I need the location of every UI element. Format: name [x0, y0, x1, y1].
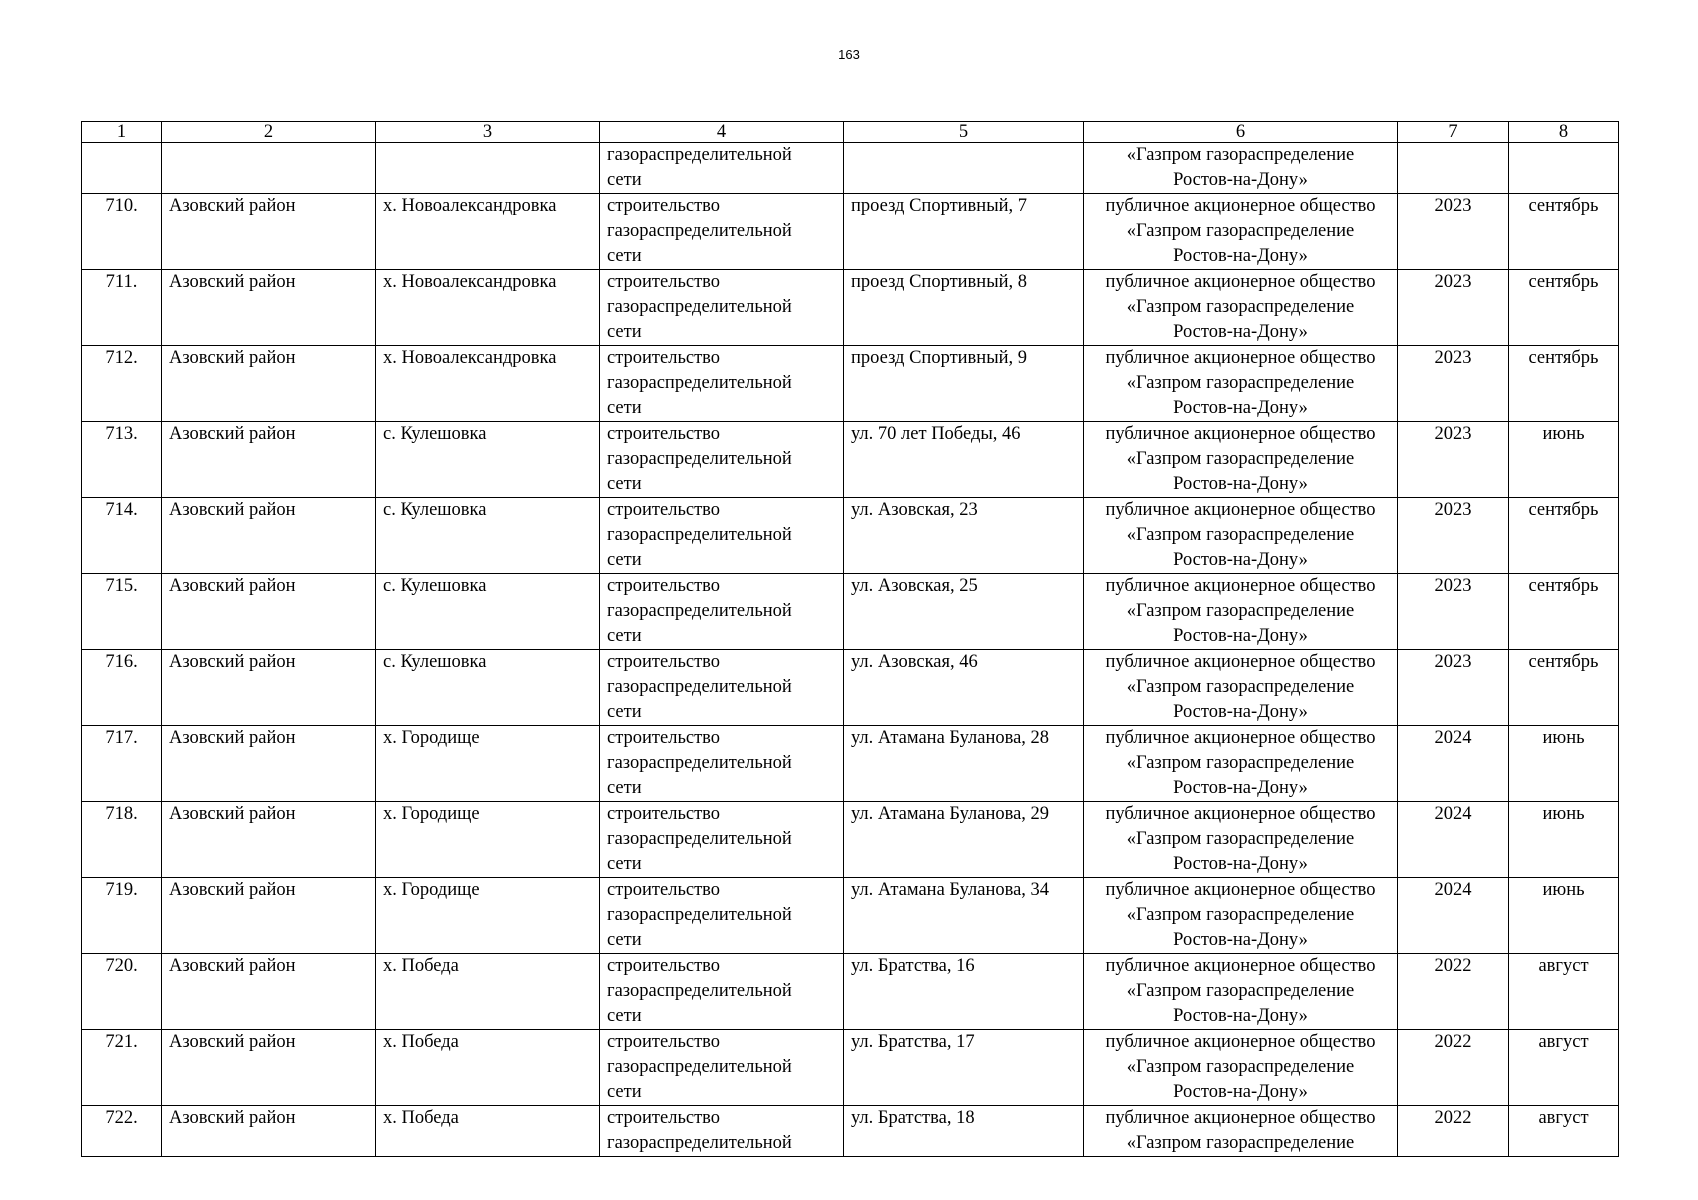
cell-settlement: х. Городище — [376, 726, 600, 802]
table-row — [82, 650, 1619, 726]
cell-month: сентябрь — [1509, 270, 1619, 346]
cell-month: июнь — [1509, 878, 1619, 954]
column-header: 5 — [844, 122, 1084, 143]
cell-address: ул. Азовская, 23 — [844, 498, 1084, 574]
cell-num: 722. — [82, 1106, 162, 1157]
cell-year: 2024 — [1398, 726, 1509, 802]
cell-year: 2024 — [1398, 802, 1509, 878]
cell-month: июнь — [1509, 726, 1619, 802]
cell-org: публичное акционерное общество «Газпром газораспределение Ростов-на-Дону» — [1084, 346, 1398, 422]
cell-month: июнь — [1509, 802, 1619, 878]
cell-num: 717. — [82, 726, 162, 802]
cell-year: 2023 — [1398, 270, 1509, 346]
cell-month: сентябрь — [1509, 346, 1619, 422]
cell-district: Азовский район — [162, 346, 376, 422]
cell-year — [1398, 143, 1509, 194]
cell-org: публичное акционерное общество «Газпром газораспределение Ростов-на-Дону» — [1084, 194, 1398, 270]
cell-num: 718. — [82, 802, 162, 878]
table-row — [82, 1030, 1619, 1106]
column-header: 2 — [162, 122, 376, 143]
continuation-row — [82, 143, 1619, 194]
cell-org: публичное акционерное общество «Газпром газораспределение Ростов-на-Дону» — [1084, 574, 1398, 650]
cell-settlement: с. Кулешовка — [376, 422, 600, 498]
cell-org: публичное акционерное общество «Газпром газораспределение Ростов-на-Дону» — [1084, 954, 1398, 1030]
cell-district: Азовский район — [162, 194, 376, 270]
cell-org: публичное акционерное общество «Газпром газораспределение Ростов-на-Дону» — [1084, 878, 1398, 954]
table-row — [82, 422, 1619, 498]
column-header: 7 — [1398, 122, 1509, 143]
cell-year: 2022 — [1398, 954, 1509, 1030]
cell-year: 2022 — [1398, 1106, 1509, 1157]
cell-settlement: х. Новоалександровка — [376, 346, 600, 422]
cell-num: 721. — [82, 1030, 162, 1106]
cell-org: публичное акционерное общество «Газпром газораспределение Ростов-на-Дону» — [1084, 498, 1398, 574]
cell-address: проезд Спортивный, 8 — [844, 270, 1084, 346]
cell-month: сентябрь — [1509, 194, 1619, 270]
cell-work: строительство газораспределительной сети — [600, 498, 844, 574]
table-row — [82, 802, 1619, 878]
cell-district: Азовский район — [162, 878, 376, 954]
cell-work: строительство газораспределительной сети — [600, 1030, 844, 1106]
cell-work: строительство газораспределительной сети — [600, 422, 844, 498]
cell-month — [1509, 143, 1619, 194]
cell-org: публичное акционерное общество «Газпром газораспределение Ростов-на-Дону» — [1084, 802, 1398, 878]
cell-address: ул. 70 лет Победы, 46 — [844, 422, 1084, 498]
cell-year: 2022 — [1398, 1030, 1509, 1106]
cell-org: публичное акционерное общество «Газпром газораспределение — [1084, 1106, 1398, 1157]
table-row — [82, 346, 1619, 422]
cell-address: ул. Братства, 18 — [844, 1106, 1084, 1157]
column-header: 8 — [1509, 122, 1619, 143]
cell-year: 2023 — [1398, 422, 1509, 498]
cell-settlement: х. Победа — [376, 954, 600, 1030]
cell-work: строительство газораспределительной сети — [600, 194, 844, 270]
cell-settlement — [376, 143, 600, 194]
cell-num: 714. — [82, 498, 162, 574]
table-row — [82, 726, 1619, 802]
cell-org: публичное акционерное общество «Газпром газораспределение Ростов-на-Дону» — [1084, 1030, 1398, 1106]
cell-year: 2023 — [1398, 650, 1509, 726]
cell-settlement: с. Кулешовка — [376, 574, 600, 650]
cell-work: строительство газораспределительной сети — [600, 574, 844, 650]
column-header: 4 — [600, 122, 844, 143]
cell-org: публичное акционерное общество «Газпром газораспределение Ростов-на-Дону» — [1084, 650, 1398, 726]
cell-month: сентябрь — [1509, 650, 1619, 726]
cell-district: Азовский район — [162, 498, 376, 574]
column-header-row — [82, 122, 1619, 143]
cell-district: Азовский район — [162, 802, 376, 878]
cell-district: Азовский район — [162, 1030, 376, 1106]
cell-settlement: х. Новоалександровка — [376, 270, 600, 346]
cell-settlement: х. Городище — [376, 802, 600, 878]
cell-settlement: х. Победа — [376, 1106, 600, 1157]
cell-num: 710. — [82, 194, 162, 270]
cell-work: строительство газораспределительной сети — [600, 726, 844, 802]
cell-num: 716. — [82, 650, 162, 726]
cell-settlement: с. Кулешовка — [376, 498, 600, 574]
cell-month: август — [1509, 954, 1619, 1030]
cell-address: ул. Атамана Буланова, 29 — [844, 802, 1084, 878]
cell-work: строительство газораспределительной сети — [600, 270, 844, 346]
table-row — [82, 498, 1619, 574]
cell-num: 715. — [82, 574, 162, 650]
cell-year: 2023 — [1398, 346, 1509, 422]
cell-num: 719. — [82, 878, 162, 954]
cell-address — [844, 143, 1084, 194]
column-header: 6 — [1084, 122, 1398, 143]
cell-work: строительство газораспределительной сети — [600, 954, 844, 1030]
cell-num: 720. — [82, 954, 162, 1030]
cell-num: 713. — [82, 422, 162, 498]
cell-address: ул. Атамана Буланова, 34 — [844, 878, 1084, 954]
cell-org: публичное акционерное общество «Газпром газораспределение Ростов-на-Дону» — [1084, 422, 1398, 498]
cell-year: 2023 — [1398, 194, 1509, 270]
cell-work: газораспределительной сети — [600, 143, 844, 194]
table-row — [82, 270, 1619, 346]
cell-address: проезд Спортивный, 9 — [844, 346, 1084, 422]
table-row — [82, 194, 1619, 270]
cell-district: Азовский район — [162, 574, 376, 650]
table-row — [82, 878, 1619, 954]
gasification-table — [81, 121, 1619, 1157]
cell-address: ул. Азовская, 25 — [844, 574, 1084, 650]
cell-work: строительство газораспределительной сети — [600, 878, 844, 954]
cell-year: 2023 — [1398, 574, 1509, 650]
column-header: 1 — [82, 122, 162, 143]
cell-district: Азовский район — [162, 954, 376, 1030]
cell-address: ул. Братства, 16 — [844, 954, 1084, 1030]
cell-org: «Газпром газораспределение Ростов-на-Дону» — [1084, 143, 1398, 194]
cell-month: сентябрь — [1509, 498, 1619, 574]
cell-year: 2023 — [1398, 498, 1509, 574]
cell-month: сентябрь — [1509, 574, 1619, 650]
cell-num: 711. — [82, 270, 162, 346]
cell-org: публичное акционерное общество «Газпром газораспределение Ростов-на-Дону» — [1084, 270, 1398, 346]
cell-work: строительство газораспределительной сети — [600, 802, 844, 878]
cell-address: ул. Братства, 17 — [844, 1030, 1084, 1106]
cell-district — [162, 143, 376, 194]
cell-district: Азовский район — [162, 726, 376, 802]
cell-num: 712. — [82, 346, 162, 422]
table-row — [82, 574, 1619, 650]
cell-district: Азовский район — [162, 1106, 376, 1157]
cell-settlement: х. Городище — [376, 878, 600, 954]
table-row — [82, 954, 1619, 1030]
cell-year: 2024 — [1398, 878, 1509, 954]
page-number: 163 — [838, 47, 860, 62]
cell-org: публичное акционерное общество «Газпром газораспределение Ростов-на-Дону» — [1084, 726, 1398, 802]
cell-work: строительство газораспределительной — [600, 1106, 844, 1157]
table-row — [82, 1106, 1619, 1157]
cell-month: август — [1509, 1106, 1619, 1157]
cell-settlement: х. Победа — [376, 1030, 600, 1106]
cell-address: ул. Атамана Буланова, 28 — [844, 726, 1084, 802]
cell-settlement: с. Кулешовка — [376, 650, 600, 726]
cell-address: ул. Азовская, 46 — [844, 650, 1084, 726]
cell-district: Азовский район — [162, 650, 376, 726]
cell-work: строительство газораспределительной сети — [600, 346, 844, 422]
cell-settlement: х. Новоалександровка — [376, 194, 600, 270]
column-header: 3 — [376, 122, 600, 143]
cell-work: строительство газораспределительной сети — [600, 650, 844, 726]
cell-month: июнь — [1509, 422, 1619, 498]
cell-district: Азовский район — [162, 270, 376, 346]
cell-district: Азовский район — [162, 422, 376, 498]
cell-num — [82, 143, 162, 194]
cell-month: август — [1509, 1030, 1619, 1106]
cell-address: проезд Спортивный, 7 — [844, 194, 1084, 270]
